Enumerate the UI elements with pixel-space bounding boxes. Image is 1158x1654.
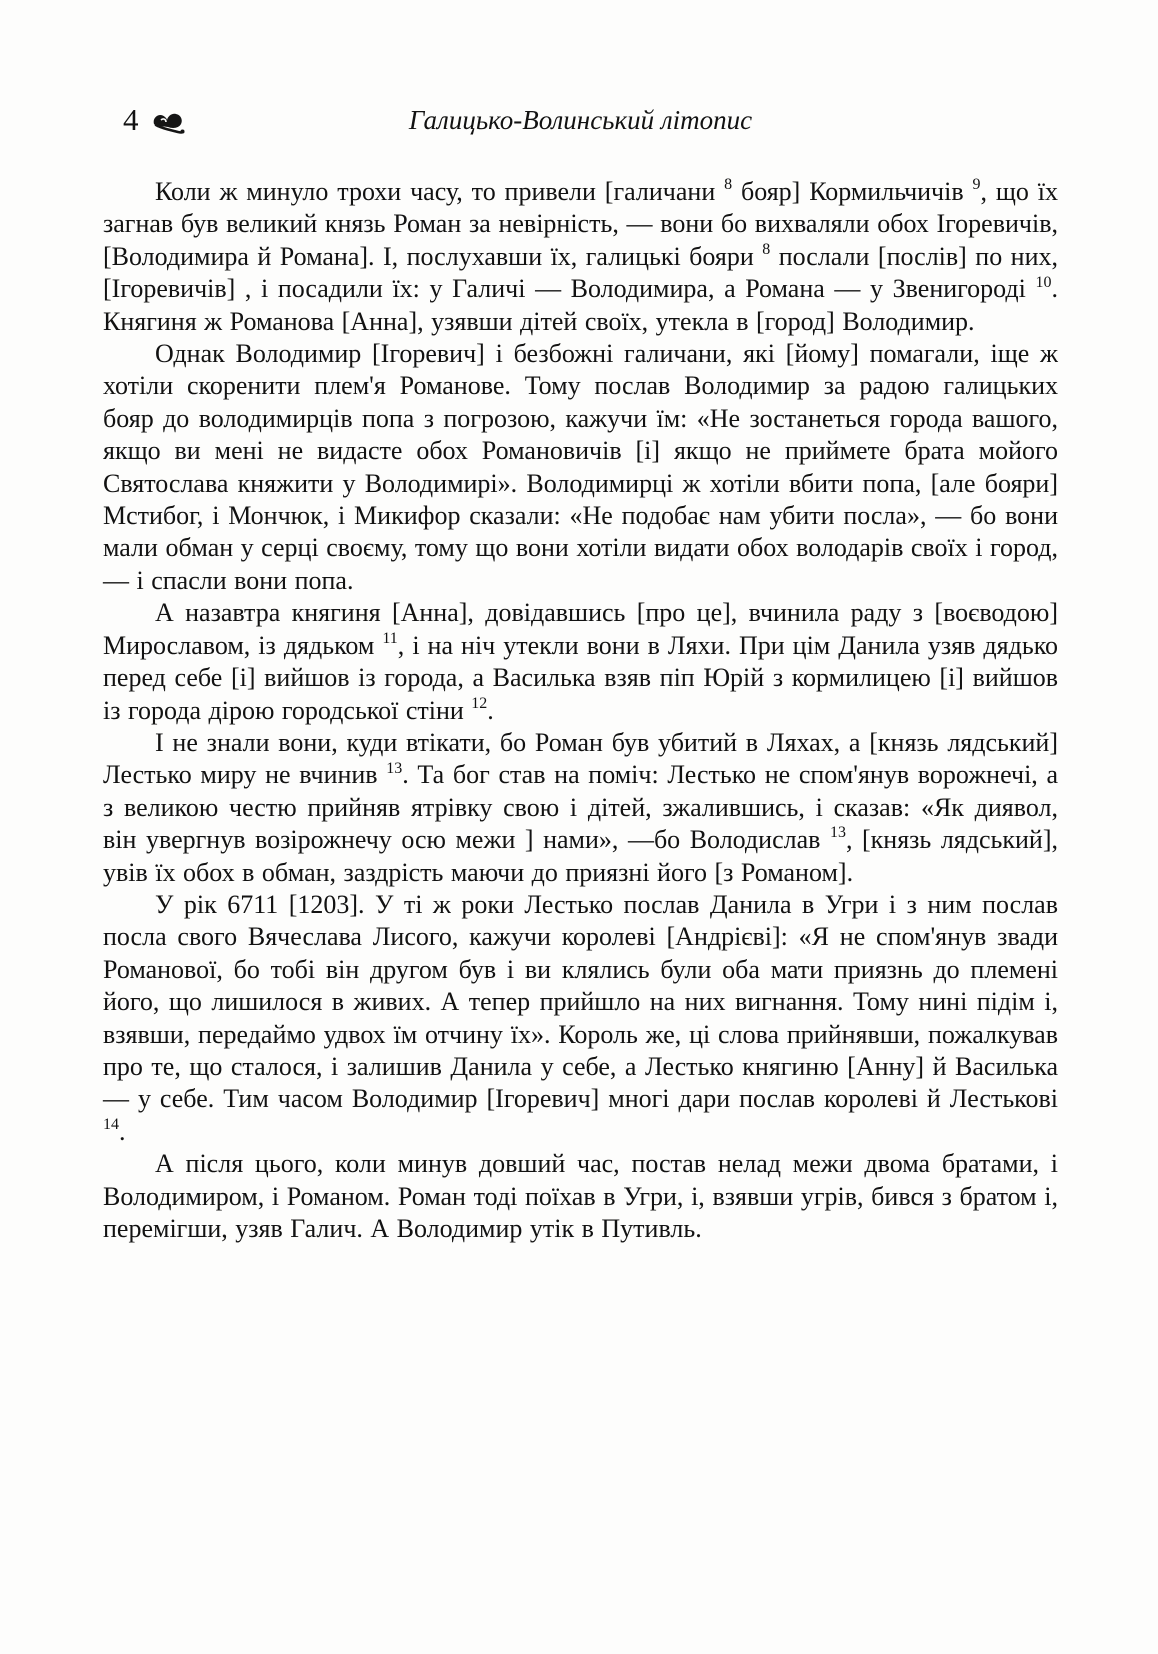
fleuron-ornament-icon: [151, 111, 185, 135]
paragraph: Коли ж минуло трохи часу, то привели [галичани $^8$ бояр] Кормильчичів $^9$, що їх загнав був великий князь Роман за невірність, — вони бо вихваляли обох Ігоревичів, [Володимира й Романа]. І, послухавши їх, галицькі бояри $^8$ послали [послів] по них, [Ігоревичів] , і посадили їх: у Галичі — Володимира, а Романа — у Звенигороді $^{10}$. Княгиня ж Романова [Анна], узявши дітей своїх, утекла в [город] Володимир.: [103, 176, 1059, 336]
footnote-ref: 13: [829, 824, 846, 842]
footnote-ref: 8: [762, 241, 771, 259]
page-number: 4: [123, 102, 139, 137]
footnote-ref: 11: [382, 630, 398, 648]
footnote-ref: 10: [1035, 273, 1052, 291]
running-title: Галицько-Волинський літопис: [408, 105, 753, 135]
paragraph: Однак Володимир [Ігоревич] і безбожні галичани, які [йому] помагали, іще ж хотіли скоренити плем'я Романове. Тому послав Володимир за радою галицьких бояр до володимирців попа з погрозою, кажучи їм: «Не зостанеться города вашого, якщо ви мені не видасте обох Романовичів [і] якщо не приймете брата мойого Святослава княжити у Володимирі». Володимирці ж хотіли вбити попа, [але бояри] Мстибог, і Мончюк, і Микифор сказали: «Не подобає нам убити посла», — бо вони мали обман у серці своєму, тому що вони хотіли видати обох володарів своїх і город, — і спасли вони попа.: [103, 339, 1058, 595]
footnote-ref: 14: [103, 1116, 119, 1134]
body-text: [103, 176, 1058, 1245]
footnote-ref: 12: [471, 694, 488, 712]
paragraph: А назавтра княгиня [Анна], довідавшись [про це], вчинила раду з [воєводою] Мирославом, із дядьком $^{11}$, і на ніч утекли вони в Ляхи. При цім Данила узяв дядько перед себе [і] вийшов із города, а Василька взяв піп Юрій з кормилицею [і] вийшов із города дірою городської стіни $^{12}$.: [103, 598, 1059, 725]
page-header: [103, 100, 1058, 144]
paragraph: І не знали вони, куди втікати, бо Роман був убитий в Ляхах, а [князь лядський] Лестько миру не вчинив $^{13}$. Та бог став на поміч: Лестько не спом'янув ворожнечі, а з великою честю прийняв ятрівку свою і дітей, зжалившись, і сказав: «Як диявол, він увергнув возірожнечу осю межи ] нами», —бо Володислав $^{13}$, [князь лядський], увів їх обох в обман, заздрість маючи до приязні його [з Романом].: [103, 727, 1059, 887]
footnote-ref: 8: [724, 176, 733, 194]
footnote-ref: 9: [972, 176, 981, 194]
paragraph: А після цього, коли минув довший час, постав нелад межи двома братами, і Володимиром, і Романом. Роман тоді поїхав в Угри, і, взявши угрів, бився з братом і, перемігши, узяв Галич. А Володимир утік в Путивль.: [103, 1149, 1058, 1243]
paragraph: У рік 6711 [1203]. У ті ж роки Лестько послав Данила в Угри і з ним послав посла свого Вячеслава Лисого, кажучи королеві [Андрієві]: «Я не спом'янув звади Романової, бо тобі він другом був і ви клялись були оба мати приязнь до племені його, що лишилося в живих. А тепер прийшло на них вигнання. Тому нині підім і, взявши, передаймо удвох їм отчину їх». Король же, ці слова прийнявши, пожалкував про те, що сталося, і залишив Данила у себе, а Лестько княгиню [Анну] й Василька — у себе. Тим часом Володимир [Ігоревич] многі дари послав королеві й Лестькові $^{14}$.: [103, 889, 1058, 1146]
footnote-ref: 13: [386, 759, 403, 777]
page-number-group: [123, 100, 185, 140]
